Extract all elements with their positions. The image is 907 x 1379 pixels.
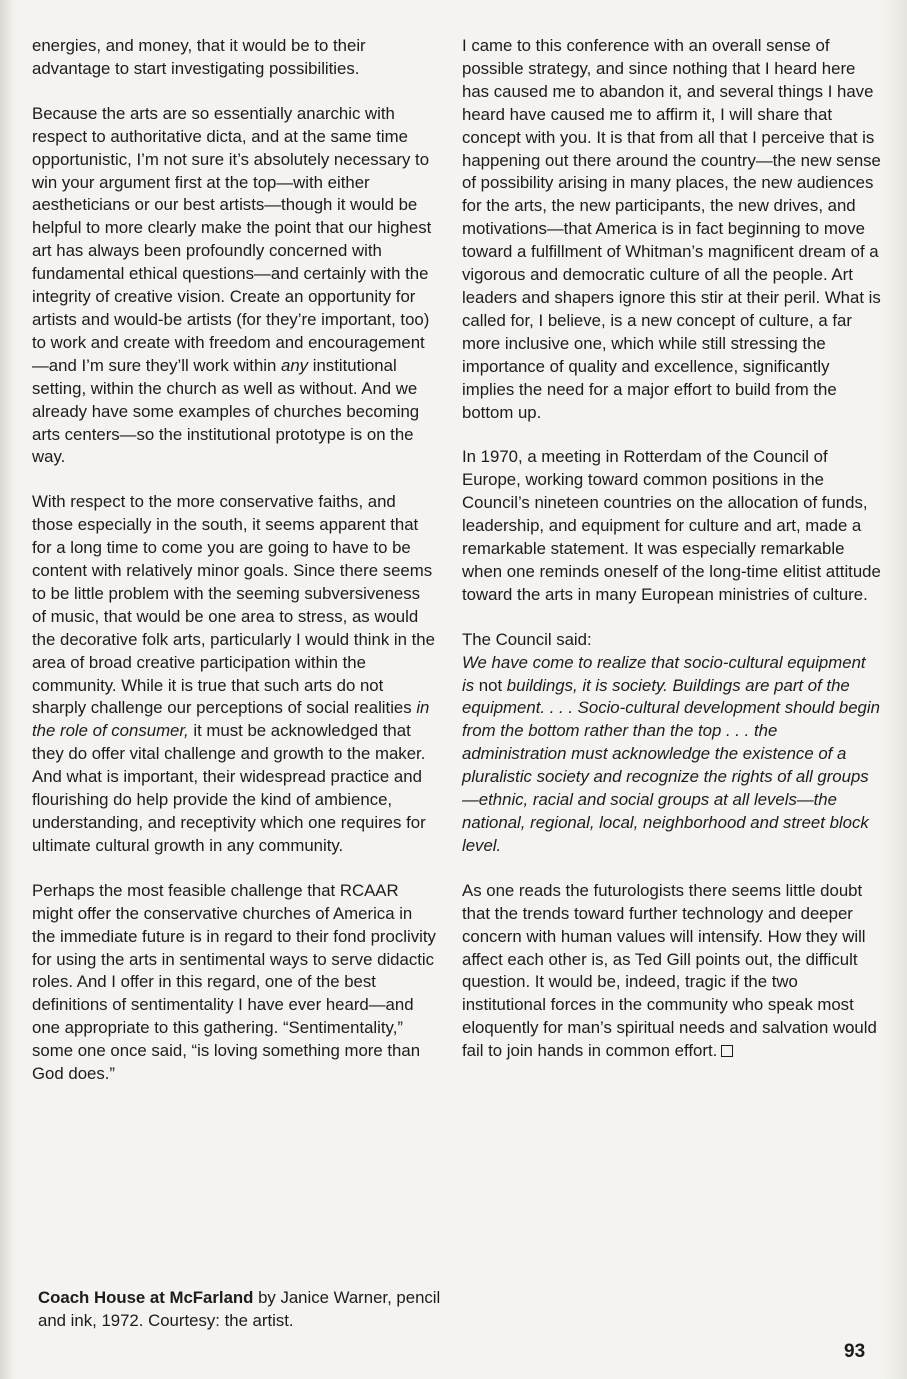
text-run: Because the arts are so essentially anarchic with respect to authoritative dicta, and at the same time opportunistic, I’m not sure it’s absolutely necessary to win your argument first at the top—with either aestheticians or our best artists—though it would be helpful to more clearly make the point that our highest art has always been profoundly concerned with fundamental ethical questions—and certainly with the integrity of creative vision. Create an opportunity for artists and would-be artists (for they’re important, too) to work and create with freedom and encouragement—and I’m sure they’ll work within: [32, 103, 432, 375]
text-run: With respect to the more conservative faiths, and those especially in the south, it seems apparent that for a long time to come you are going to have to be content with relatively minor goals. Since there seems to be little problem with the seeming subversiveness of music, that would be one area to stress, as would the decorative folk arts, particularly I would think in the area of broad creative participation within the community. While it is true that such arts do not sharply challenge our perceptions of social realities: [32, 492, 435, 718]
text-run: As one reads the futurologists there seems little doubt that the trends toward further technology and deeper concern with human values will intensify. How they will affect each other is, as Ted Gill points out, the difficult question. It would be, indeed, tragic if the two institutional forces in the community who speak most eloquently for man’s spiritual needs and salvation would fail to join hands in common effort.: [462, 880, 877, 1061]
paragraph: [462, 35, 882, 424]
caption-text: by Janice Warner, pencil and ink, 1972. Courtesy: the artist.: [38, 1288, 441, 1330]
text-run: Perhaps the most feasible challenge that RCAAR might offer the conservative churches of America in the immediate future is in regard to their fond proclivity for using the arts in sentimental ways to serve didactic roles. And I offer in this regard, one of the best definitions of sentimentality I have ever heard—and one appropriate to this gathering. “Sentimentality,” some one once said, “is loving something more than God does.”: [32, 880, 436, 1084]
paragraph: [32, 491, 437, 858]
text-run: it must be acknowledged that they do offer vital challenge and growth to the maker. And what is important, their widespread practice and flourishing do help provide the kind of ambience, understanding, and receptivity which one requires for ultimate cultural growth in any community.: [32, 721, 426, 855]
right-column-conclusion: [462, 880, 882, 1063]
text-run: any: [281, 355, 309, 375]
text-run: in the role of consumer,: [32, 698, 430, 741]
paragraph: [462, 629, 882, 652]
paragraph: [32, 35, 437, 81]
end-of-article-mark: [721, 1045, 733, 1057]
text-run: institutional setting, within the church as well as without. And we already have some examples of churches becoming arts centers—so the institutional prototype is on the way.: [32, 355, 420, 467]
page-gutter-shadow: [0, 0, 14, 1379]
text-run: We have come to realize that socio-cultural equipment is: [462, 652, 866, 695]
text-run: energies, and money, that it would be to their advantage to start investigating possibilities.: [32, 36, 366, 78]
council-quote: [462, 652, 882, 858]
page-number: 93: [844, 1341, 866, 1362]
right-column: [462, 35, 882, 1063]
text-run: In 1970, a meeting in Rotterdam of the Council of Europe, working toward common positions in the Council’s nineteen countries on the allocation of funds, leadership, and equipment for culture and art, made a remarkable statement. It was especially remarkable when one reminds oneself of the long-time elitist attitude toward the arts in many European ministries of culture.: [462, 447, 881, 604]
paragraph: [32, 880, 437, 1086]
paragraph: [462, 446, 882, 606]
text-run: buildings, it is society. Buildings are part of the equipment. . . . Socio-cultural development should begin from the bottom rather than the top . . . the administration must acknowledge the existence of a pluralistic society and recognize the rights of all groups—ethnic, racial and social groups at all levels—the national, regional, local, neighborhood and street block level.: [462, 675, 880, 855]
page-edge-shadow: [883, 0, 907, 1379]
text-run: not: [478, 675, 503, 695]
text-run: I came to this conference with an overall sense of possible strategy, and since nothing that I heard here has caused me to abandon it, and several things I have heard have caused me to affirm it, I will share that concept with you. It is that from all that I perceive that is happening out there around the country—the new sense of possibility arising in many places, the new audiences for the arts, the new participants, the new drives, and motivations—that America is in fact beginning to move toward a fulfillment of Whitman’s magnificent dream of a vigorous and democratic culture of all the people. Art leaders and shapers ignore this stir at their peril. What is called for, I believe, is a new concept of culture, a far more inclusive one, which while still stressing the importance of quality and excellence, significantly implies the need for a major effort to build from the bottom up.: [462, 36, 881, 422]
illustration-caption: [38, 1287, 448, 1333]
paragraph: [462, 880, 882, 1063]
right-column-intro: [462, 35, 882, 652]
paragraph: [32, 103, 437, 470]
caption-title: Coach House at McFarland: [38, 1288, 254, 1307]
text-run: The Council said:: [462, 629, 592, 649]
left-column: [32, 35, 437, 1086]
